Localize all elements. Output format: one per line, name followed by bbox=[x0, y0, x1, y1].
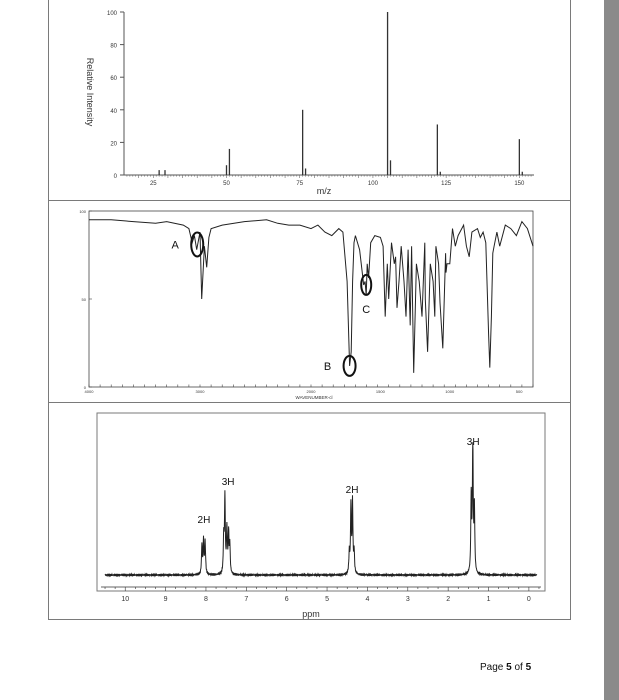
ms-x-tick-label: 150 bbox=[514, 181, 525, 187]
ms-x-tick-label: 100 bbox=[367, 181, 378, 187]
nmr-integration-label: 3H bbox=[221, 477, 235, 488]
mass-spectrum-chart bbox=[49, 0, 570, 200]
nmr-x-tick-label: 5 bbox=[325, 596, 330, 603]
ms-y-tick-label: 0 bbox=[113, 174, 117, 180]
mass-spectrum-xlabel: m/z bbox=[316, 186, 332, 196]
ir-spectrum-chart bbox=[49, 201, 570, 403]
nmr-x-tick-label: 9 bbox=[163, 596, 168, 603]
ir-plot-frame bbox=[89, 211, 533, 387]
ms-y-tick-label: 40 bbox=[110, 108, 117, 115]
ir-spectrum-trace bbox=[89, 220, 533, 373]
nmr-x-tick-label: 2 bbox=[446, 596, 451, 603]
ir-y-tick-label: 100 bbox=[79, 209, 86, 214]
footer-current-page: 5 bbox=[506, 662, 512, 673]
ir-x-tick-label: 1000 bbox=[445, 389, 455, 394]
ms-x-tick-label: 50 bbox=[223, 181, 230, 187]
nmr-xlabel: ppm bbox=[302, 609, 320, 619]
nmr-integration-label: 3H bbox=[466, 437, 480, 448]
nmr-x-tick-label: 1 bbox=[486, 596, 491, 603]
nmr-integration-label: 2H bbox=[345, 485, 359, 496]
ms-x-tick-label: 125 bbox=[441, 181, 452, 187]
ir-x-tick-label: 500 bbox=[515, 389, 523, 394]
nmr-x-tick-label: 0 bbox=[526, 596, 531, 603]
ir-band-label: A bbox=[171, 239, 179, 252]
ms-y-tick-label: 80 bbox=[110, 43, 117, 50]
nmr-x-tick-label: 4 bbox=[365, 596, 370, 603]
mass-spectrum-panel bbox=[48, 0, 571, 201]
nmr-spectrum-panel bbox=[48, 402, 571, 620]
footer-total-pages: 5 bbox=[525, 662, 532, 673]
nmr-x-tick-label: 8 bbox=[204, 596, 208, 603]
nmr-spectrum-chart bbox=[49, 403, 570, 619]
footer-of-word: of bbox=[514, 662, 523, 673]
ms-x-tick-label: 75 bbox=[296, 181, 304, 187]
ms-y-tick-label: 20 bbox=[110, 141, 117, 148]
nmr-x-tick-label: 6 bbox=[284, 596, 289, 603]
footer-page-word: Page bbox=[480, 662, 504, 673]
nmr-x-tick-label: 10 bbox=[121, 596, 130, 603]
ir-spectrum-panel bbox=[48, 200, 571, 404]
mass-spectrum-ylabel: Relative Intensity bbox=[85, 57, 95, 127]
ms-x-tick-label: 25 bbox=[149, 181, 157, 187]
ir-y-tick-label: 50 bbox=[81, 297, 86, 302]
ms-y-tick-label: 60 bbox=[110, 76, 117, 83]
ir-x-tick-label: 3000 bbox=[195, 389, 205, 394]
ir-x-tick-label: 2000 bbox=[306, 389, 316, 394]
nmr-integration-label: 2H bbox=[197, 515, 211, 526]
nmr-x-tick-label: 3 bbox=[405, 596, 410, 603]
ir-band-label: B bbox=[323, 360, 332, 373]
page-footer bbox=[480, 662, 531, 673]
nmr-spectrum-trace bbox=[105, 442, 537, 576]
ir-xlabel: WAVENUMBER-cl bbox=[295, 395, 333, 400]
ir-x-tick-label: 1500 bbox=[375, 389, 385, 394]
ir-band-label: C bbox=[362, 303, 371, 316]
ir-y-tick-label: 0 bbox=[83, 385, 86, 390]
ms-y-tick-label: 100 bbox=[106, 11, 117, 17]
nmr-x-tick-label: 7 bbox=[244, 596, 249, 603]
ir-x-tick-label: 4000 bbox=[84, 389, 94, 394]
